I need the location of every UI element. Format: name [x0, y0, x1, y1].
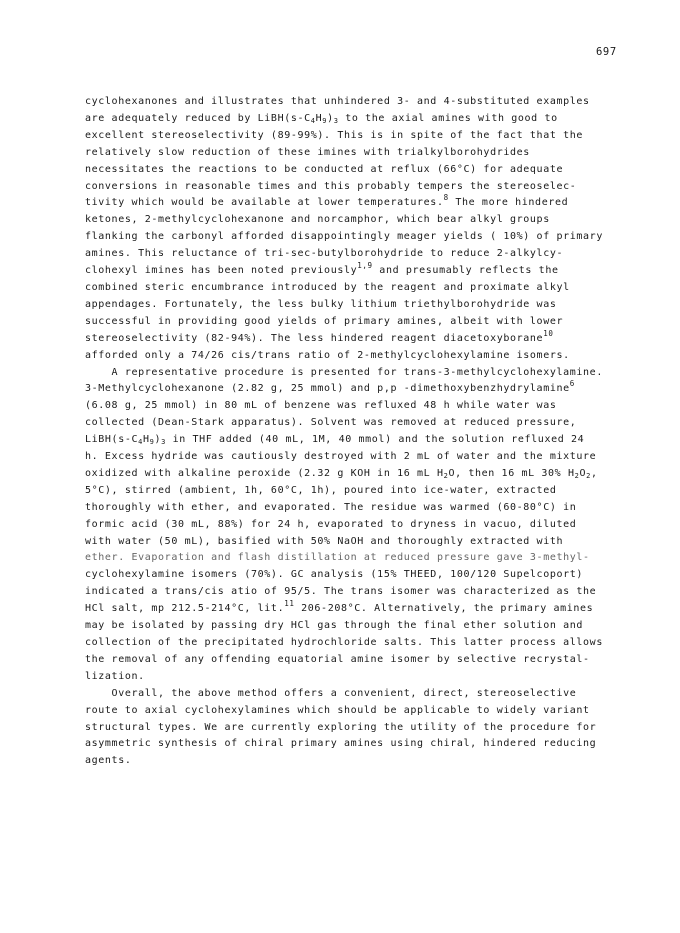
text-run: with water (50 mL), basified with 50% NaOH and thoroughly extracted with [85, 535, 564, 547]
text-line [85, 584, 625, 601]
text-line [85, 328, 625, 348]
text-run: and presumably reflects the [372, 265, 559, 277]
text-line [85, 500, 625, 517]
text-line [85, 297, 625, 314]
text-line [85, 432, 625, 449]
text-line [85, 669, 625, 686]
text-run: cyclohexanones and illustrates that unhindered 3- and 4-substituted examples [85, 96, 590, 107]
text-line [85, 720, 625, 737]
text-line [85, 415, 625, 432]
text-run: cyclohexylamine isomers (70%). GC analysis (15% THEED, 100/120 Supelcoport) [85, 569, 584, 581]
subscript: 9 [322, 116, 328, 125]
text-line [85, 534, 625, 551]
text-line [85, 280, 625, 297]
text-run: excellent stereoselectivity (89-99%). This is in spite of the fact that the [85, 129, 584, 141]
text-run: to the axial amines with good to [338, 112, 558, 124]
text-line [85, 195, 625, 212]
text-run: structural types. We are currently exploring the utility of the procedure for [85, 721, 597, 733]
subscript: 9 [149, 438, 155, 447]
superscript: 11 [284, 599, 295, 609]
subscript: 2 [586, 471, 591, 480]
text-run: (6.08 g, 25 mmol) in 80 mL of benzene was refluxed 48 h while water was [85, 400, 557, 412]
text-run: 5°C), stirred (ambient, 1h, 60°C, 1h), poured into ice-water, extracted [85, 484, 557, 496]
text-line [85, 753, 625, 770]
text-run: ) [154, 434, 162, 446]
text-line [85, 145, 625, 162]
text-run: flanking the carbonyl afforded disappointingly meager yields ( 10%) of primary [85, 231, 603, 243]
text-run: h. Excess hydride was cautiously destroyed with 2 mL of water and the mixture [85, 451, 597, 463]
text-run: , [590, 467, 598, 479]
text-run: stereoselectivity (82-94%). The less hindered reagent diacetoxyborane [85, 332, 544, 344]
text-run: conversions in reasonable times and this probably tempers the stereoselec- [85, 180, 577, 192]
text-run: The more hindered [448, 197, 569, 209]
text-run: amines. This reluctance of tri-sec-butylborohydride to reduce 2-alkylcy- [85, 248, 564, 260]
text-run: 3-Methylcyclohexanone (2.82 g, 25 mmol) and p,p -dimethoxybenzhydrylamine [85, 383, 570, 395]
text-line [85, 686, 625, 703]
text-run: appendages. Fortunately, the less bulky lithium triethylborohydride was [85, 298, 557, 310]
text-run: ether. Evaporation and flash distillation at reduced pressure gave 3-methyl- [85, 552, 590, 564]
text-line [85, 736, 625, 753]
text-run: in THF added (40 mL, 1M, 40 mmol) and the solution refluxed 24 [165, 434, 585, 446]
text-line [85, 365, 625, 382]
text-line [85, 162, 625, 179]
text-line [85, 703, 625, 720]
body-text [85, 94, 625, 770]
subscript: 2 [443, 471, 449, 480]
text-line [85, 652, 625, 669]
text-line [85, 601, 625, 618]
text-run: formic acid (30 mL, 88%) for 24 h, evaporated to dryness in vacuo, diluted [85, 518, 577, 530]
text-run: Overall, the above method offers a convenient, direct, stereoselective [85, 687, 577, 699]
text-run: route to axial cyclohexylamines which should be applicable to widely variant [85, 704, 590, 716]
text-run: agents. [85, 755, 132, 767]
text-run: the removal of any offending equatorial amine isomer by selective recrystal- [85, 653, 590, 665]
superscript: 8 [443, 193, 449, 203]
text-line [85, 111, 625, 128]
text-run: successful in providing good yields of primary amines, albeit with lower [85, 315, 564, 327]
text-line [85, 567, 625, 584]
text-line [85, 263, 625, 280]
text-line [85, 398, 625, 415]
text-run: clohexyl imines has been noted previously [85, 265, 358, 277]
text-line [85, 128, 625, 145]
text-run: oxidized with alkaline peroxide (2.32 g KOH in 16 mL H [85, 467, 444, 479]
text-run: collected (Dean-Stark apparatus). Solvent was removed at reduced pressure, [85, 417, 577, 429]
text-line [85, 517, 625, 534]
superscript: 1,9 [357, 261, 373, 271]
text-run: lization. [85, 670, 145, 682]
text-line [85, 179, 625, 196]
subscript: 4 [138, 438, 143, 447]
text-line [85, 94, 625, 111]
text-run: necessitates the reactions to be conducted at reflux (66°C) for adequate [85, 163, 564, 175]
text-run: HCl salt, mp 212.5-214°C, lit. [85, 603, 285, 615]
text-run: tivity which would be available at lower temperatures. [85, 197, 444, 209]
subscript: 4 [310, 116, 316, 125]
text-line [85, 635, 625, 652]
superscript: 6 [569, 379, 575, 389]
superscript: 10 [543, 328, 554, 338]
text-run: combined steric encumbrance introduced by the reagent and proximate alkyl [85, 281, 570, 293]
subscript: 3 [333, 116, 339, 125]
subscript: 2 [574, 471, 580, 480]
text-run: indicated a trans/cis atio of 95/5. The trans isomer was characterized as the [85, 586, 597, 598]
text-run: A representative procedure is presented for trans-3-methylcyclohexylamine. [85, 366, 603, 378]
text-run: collection of the precipitated hydrochloride salts. This latter process allows [85, 637, 603, 648]
text-run: O [579, 467, 587, 479]
text-line [85, 483, 625, 500]
text-line [85, 229, 625, 246]
text-run: H [315, 112, 323, 124]
text-run: are adequately reduced by LiBH(s-C [85, 112, 311, 124]
text-line [85, 466, 625, 483]
text-run: O, then 16 mL 30% H [448, 467, 575, 479]
text-line [85, 212, 625, 229]
text-run: LiBH(s-C [85, 434, 139, 446]
text-run: asymmetric synthesis of chiral primary amines using chiral, hindered reducing [85, 738, 597, 750]
text-run: H [142, 434, 150, 446]
text-line [85, 449, 625, 466]
text-run: 206-208°C. Alternatively, the primary amines [294, 603, 594, 615]
text-line [85, 246, 625, 263]
text-run: relatively slow reduction of these imines with trialkylborohydrides [85, 146, 530, 158]
text-run: ketones, 2-methylcyclohexanone and norcamphor, which bear alkyl groups [85, 214, 550, 226]
text-run: may be isolated by passing dry HCl gas through the final ether solution and [85, 620, 584, 632]
text-run: ) [327, 112, 334, 124]
page-number: 697 [596, 46, 617, 58]
text-run: afforded only a 74/26 cis/trans ratio of 2-methylcyclohexylamine isomers. [85, 349, 570, 361]
text-line [85, 618, 625, 635]
text-line [85, 550, 625, 567]
text-line [85, 348, 625, 365]
subscript: 3 [161, 438, 166, 447]
text-run: thoroughly with ether, and evaporated. The residue was warmed (60-80°C) in [85, 501, 577, 513]
text-line [85, 381, 625, 398]
